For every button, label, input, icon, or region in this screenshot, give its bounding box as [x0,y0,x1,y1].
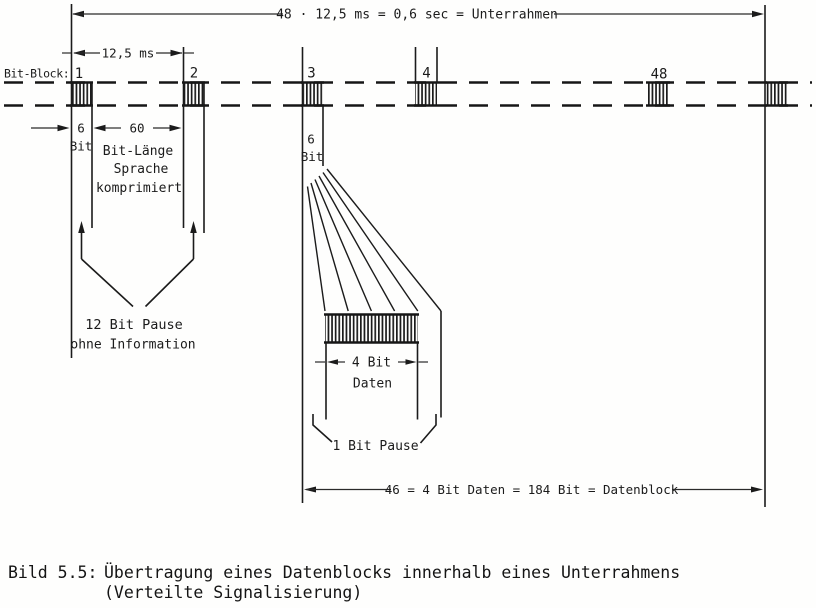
figure-number: Bild 5.5: [8,563,98,582]
arrowhead-right [751,487,763,493]
block-number-2: 2 [189,65,199,82]
speech-length-line2: Sprache [113,162,169,177]
arrowhead-right [170,125,182,131]
block-period-dimension [62,46,194,61]
block-number-3: 3 [307,65,316,82]
pause-bit-bracket [313,414,436,454]
arrowhead-left [327,359,338,365]
pause-funnel-annotation [70,221,196,353]
bit-block-2 [182,83,205,106]
speech-length-value: 60 [129,120,145,136]
block-number-1: 1 [74,66,84,82]
arrowhead-right [752,11,764,17]
figure-caption [8,563,680,603]
block-period-label: 12,5 ms [101,45,155,61]
arrowhead-right [58,125,70,131]
block3-bits-unit: Bit [300,149,324,164]
caption-indent [8,583,104,603]
datenblock-dimension-label: 46 = 4 Bit Daten = 184 Bit = Datenblock [384,481,679,497]
pause-note-line1: 12 Bit Pause [85,317,183,333]
block1-bits-unit: Bit [69,138,93,154]
bit-block-row-label: Bit-Block: [4,66,70,81]
arrowhead-right [406,359,417,365]
datenblock-dimension [304,482,763,497]
data-dim-value: 4 Bit [351,355,392,371]
subframe-dimension [72,8,764,23]
block1-bits-value: 6 [77,120,85,136]
block3-bits-value: 6 [307,131,315,147]
subframe-dimension-label: 48 · 12,5 ms = 0,6 sec = Unterrahmen [276,7,558,23]
magnification-fan-lines [308,169,442,311]
pause-bit-label: 1 Bit Pause [332,439,419,454]
arrowhead-right [171,50,183,56]
bit-block-1 [70,83,93,106]
block1-bits-annotation [31,121,92,154]
bit-block-end [765,83,788,106]
arrowhead-left [94,125,106,131]
caption-line1: Übertragung eines Datenblocks innerhalb eines Unterrahmens [104,563,681,582]
bit-block-3 [301,83,324,106]
data-bits-dimension [315,356,428,392]
caption-line2: (Verteilte Signalisierung) [104,583,363,602]
speech-length-line1: Bit-Länge [102,144,174,159]
speech-length-line3: komprimiert [95,181,183,196]
block-number-4: 4 [422,65,431,82]
bit-block-48 [646,83,670,106]
block-number-48: 48 [650,66,668,83]
bit-block-4 [414,83,438,106]
pause-note-line2: ohne Information [70,337,196,353]
data-dim-unit: Daten [352,376,393,392]
speech-length-dimension [94,121,183,197]
